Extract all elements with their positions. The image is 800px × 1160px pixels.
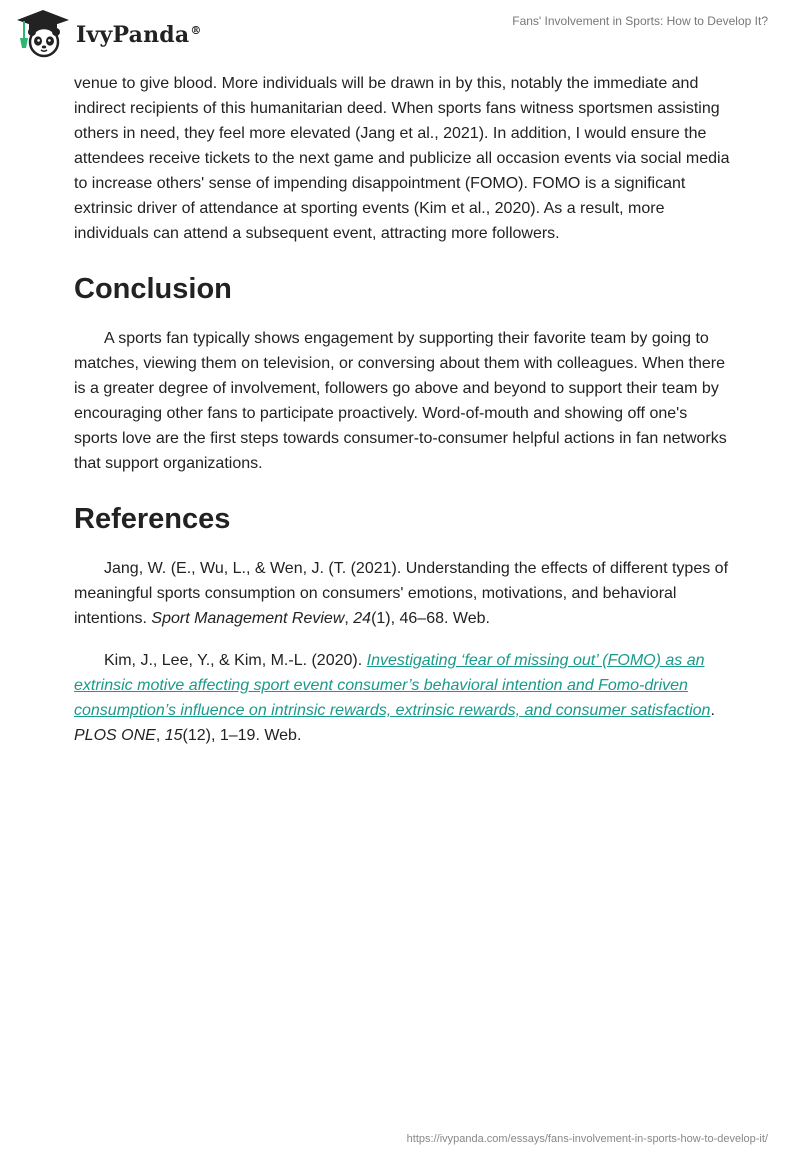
reference-separator: . <box>710 702 715 719</box>
conclusion-heading: Conclusion <box>74 273 232 305</box>
reference-volume: 24 <box>353 610 372 627</box>
brand-name: IvyPanda® <box>76 22 202 48</box>
reference-pages: (1), 46–68. Web. <box>371 610 490 627</box>
essay-body <box>74 71 734 748</box>
reference-journal: Sport Management Review <box>151 610 345 627</box>
footer-source-url[interactable]: https://ivypanda.com/essays/fans-involvement-in-sports-how-to-develop-it/ <box>406 1133 768 1145</box>
conclusion-paragraph: A sports fan typically shows engagement by supporting their favorite team by going to matches, viewing them on television, or conversing about them with colleagues. When there is a greater degree of involvement, followers go above and beyond to support their team by encouraging other fans to participate proactively. Word-of-mouth and showing off one's sports love are the first steps towards consumer-to-consumer helpful actions in fan networks that support organizations. <box>74 330 727 472</box>
reference-title-link[interactable]: Investigating ‘fear of missing out’ (FOMO) as an extrinsic motive affecting sport event consumer’s behavioral intention and Fomo-driven consumption’s influence on intrinsic rewards, extrinsic rewards, and consumer satisfaction <box>74 652 711 719</box>
references-heading: References <box>74 503 231 535</box>
reference-separator: , <box>155 727 165 744</box>
reference-item-kim <box>74 648 734 748</box>
reference-volume: 15 <box>164 727 183 744</box>
reference-text: Jang, W. (E., Wu, L., & Wen, J. (T. (2021). Understanding the effects of different types of meaningful sports consumption on consumers' emotions, motivations, and behavioral intentions. <box>74 560 729 627</box>
reference-text: Kim, J., Lee, Y., & Kim, M.-L. (2020). <box>104 652 367 669</box>
reference-pages: (12), 1–19. Web. <box>182 727 302 744</box>
panda-graduate-icon <box>14 8 72 58</box>
document-title: Fans' Involvement in Sports: How to Develop It? <box>512 14 768 28</box>
reference-item-jang <box>74 556 734 631</box>
reference-separator: , <box>344 610 354 627</box>
brand-logo[interactable] <box>14 8 202 58</box>
reference-journal: PLOS ONE <box>74 727 156 744</box>
registered-mark: ® <box>190 23 202 37</box>
page-header <box>0 0 800 70</box>
intro-paragraph: venue to give blood. More individuals will be drawn in by this, notably the immediate and indirect recipients of this humanitarian deed. When sports fans witness sportsmen assisting others in need, they feel more elevated (Jang et al., 2021). In addition, I would ensure the attendees receive tickets to the next game and publicize all occasion events via social media to increase others' sense of impending disappointment (FOMO). FOMO is a significant extrinsic driver of attendance at sporting events (Kim et al., 2020). As a result, more individuals can attend a subsequent event, attracting more followers. <box>74 75 730 242</box>
